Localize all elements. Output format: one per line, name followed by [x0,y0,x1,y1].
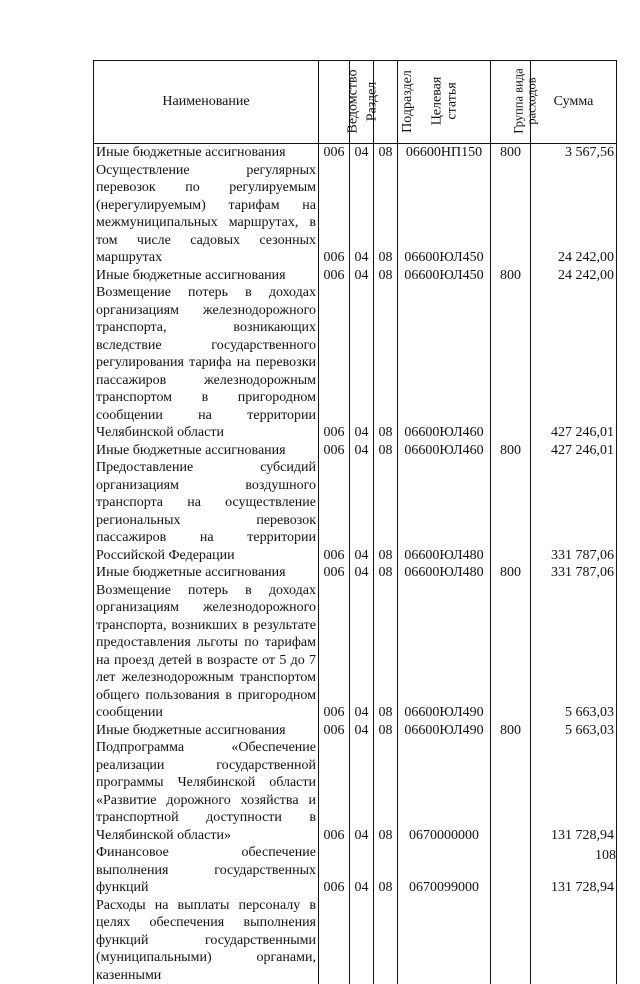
header-tselevaya-statya: Целевая статья [398,61,491,144]
row-vedomstvo: 006 [319,144,350,162]
row-name: Иные бюджетные ассигнования [94,144,319,162]
row-summa: 5 663,03 [531,722,617,740]
row-razdel: 04 [350,582,374,722]
row-name: Осуществление регулярных перевозок по регулируемым (нерегулируемым) тарифам на межмуниципальных маршрутах, в том числе садовых сезонных маршрутах [94,162,319,267]
row-name: Иные бюджетные ассигнования [94,442,319,460]
header-podrazdel: Подраздел [374,61,398,144]
row-gruppa-vida [491,739,531,844]
row-podrazdel: 08 [374,739,398,844]
row-podrazdel: 08 [374,267,398,285]
row-name: Подпрограмма «Обеспечение реализации государственной программы Челябинской области «Развитие дорожного хозяйства и транспортной доступности в Челябинской области» [94,739,319,844]
row-vedomstvo: 006 [319,284,350,442]
table-row [94,267,617,285]
row-tselevaya-statya: 06600ЮЛ450 [398,267,491,285]
row-gruppa-vida [491,897,531,984]
table-row [94,897,617,984]
row-gruppa-vida: 800 [491,442,531,460]
row-tselevaya-statya: 06600ЮЛ460 [398,442,491,460]
row-summa: 131 728,94 [531,844,617,897]
budget-table [93,60,617,984]
row-podrazdel: 08 [374,564,398,582]
row-summa: 427 246,01 [531,442,617,460]
row-razdel: 04 [350,144,374,162]
row-razdel: 04 [350,844,374,897]
row-name: Иные бюджетные ассигнования [94,267,319,285]
table-row [94,459,617,564]
row-vedomstvo: 006 [319,844,350,897]
row-podrazdel: 08 [374,284,398,442]
row-gruppa-vida [491,162,531,267]
row-vedomstvo [319,897,350,984]
row-razdel: 04 [350,722,374,740]
row-tselevaya-statya: 06600НП150 [398,144,491,162]
row-summa: 24 242,00 [531,162,617,267]
row-razdel: 04 [350,284,374,442]
row-gruppa-vida: 800 [491,722,531,740]
row-name: Возмещение потерь в доходах организациям железнодорожного транспорта, возникающих вследствие государственного регулирования тарифа на перевозки пассажиров железнодорожным транспортом в пригородном сообщении на территории Челябинской области [94,284,319,442]
row-summa [531,897,617,984]
header-summa: Сумма [531,61,617,144]
row-tselevaya-statya: 06600ЮЛ480 [398,564,491,582]
row-podrazdel: 08 [374,722,398,740]
row-vedomstvo: 006 [319,459,350,564]
row-tselevaya-statya: 0670000000 [398,739,491,844]
row-gruppa-vida [491,284,531,442]
row-vedomstvo: 006 [319,564,350,582]
header-name: Наименование [94,61,319,144]
row-vedomstvo: 006 [319,267,350,285]
row-tselevaya-statya: 06600ЮЛ460 [398,284,491,442]
row-vedomstvo: 006 [319,442,350,460]
row-name: Финансовое обеспечение выполнения государственных функций [94,844,319,897]
row-summa: 24 242,00 [531,267,617,285]
row-razdel: 04 [350,739,374,844]
row-gruppa-vida: 800 [491,564,531,582]
row-name: Расходы на выплаты персоналу в целях обеспечения выполнения функций государственными (муниципальными) органами, казенными [94,897,319,984]
row-gruppa-vida: 800 [491,144,531,162]
row-name: Возмещение потерь в доходах организациям железнодорожного транспорта, возникших в результате предоставления льготы по тарифам на проезд детей в возрасте от 5 до 7 лет железнодорожным транспортом общего пользования в пригородном сообщении [94,582,319,722]
table-row [94,722,617,740]
row-gruppa-vida [491,844,531,897]
row-vedomstvo: 006 [319,739,350,844]
row-summa: 331 787,06 [531,564,617,582]
row-tselevaya-statya: 06600ЮЛ490 [398,722,491,740]
header-vedomstvo: Ведомство [319,61,350,144]
table-row [94,564,617,582]
row-razdel: 04 [350,442,374,460]
row-razdel [350,897,374,984]
row-vedomstvo: 006 [319,582,350,722]
row-name: Иные бюджетные ассигнования [94,564,319,582]
row-gruppa-vida [491,459,531,564]
table-row [94,284,617,442]
table-row [94,844,617,897]
row-podrazdel: 08 [374,162,398,267]
row-razdel: 04 [350,564,374,582]
page-number: 108 [595,848,616,864]
row-name: Иные бюджетные ассигнования [94,722,319,740]
row-summa: 131 728,94 [531,739,617,844]
row-razdel: 04 [350,267,374,285]
table-row [94,144,617,162]
row-summa: 427 246,01 [531,284,617,442]
row-tselevaya-statya [398,897,491,984]
table-row [94,442,617,460]
row-podrazdel [374,897,398,984]
row-podrazdel: 08 [374,442,398,460]
table-row [94,739,617,844]
table-row [94,162,617,267]
header-gruppa-vida-rashodov: Группа вида расходов [491,61,531,144]
row-vedomstvo: 006 [319,722,350,740]
row-tselevaya-statya: 06600ЮЛ490 [398,582,491,722]
row-tselevaya-statya: 06600ЮЛ480 [398,459,491,564]
row-podrazdel: 08 [374,844,398,897]
row-podrazdel: 08 [374,459,398,564]
row-tselevaya-statya: 06600ЮЛ450 [398,162,491,267]
row-gruppa-vida [491,582,531,722]
table-header-row [94,61,617,144]
row-tselevaya-statya: 0670099000 [398,844,491,897]
table-row [94,582,617,722]
row-name: Предоставление субсидий организациям воздушного транспорта на осуществление региональных перевозок пассажиров на территории Российской Федерации [94,459,319,564]
row-podrazdel: 08 [374,144,398,162]
row-vedomstvo: 006 [319,162,350,267]
row-razdel: 04 [350,162,374,267]
row-summa: 5 663,03 [531,582,617,722]
row-summa: 3 567,56 [531,144,617,162]
row-gruppa-vida: 800 [491,267,531,285]
row-summa: 331 787,06 [531,459,617,564]
row-podrazdel: 08 [374,582,398,722]
header-razdel: Раздел [350,61,374,144]
row-razdel: 04 [350,459,374,564]
